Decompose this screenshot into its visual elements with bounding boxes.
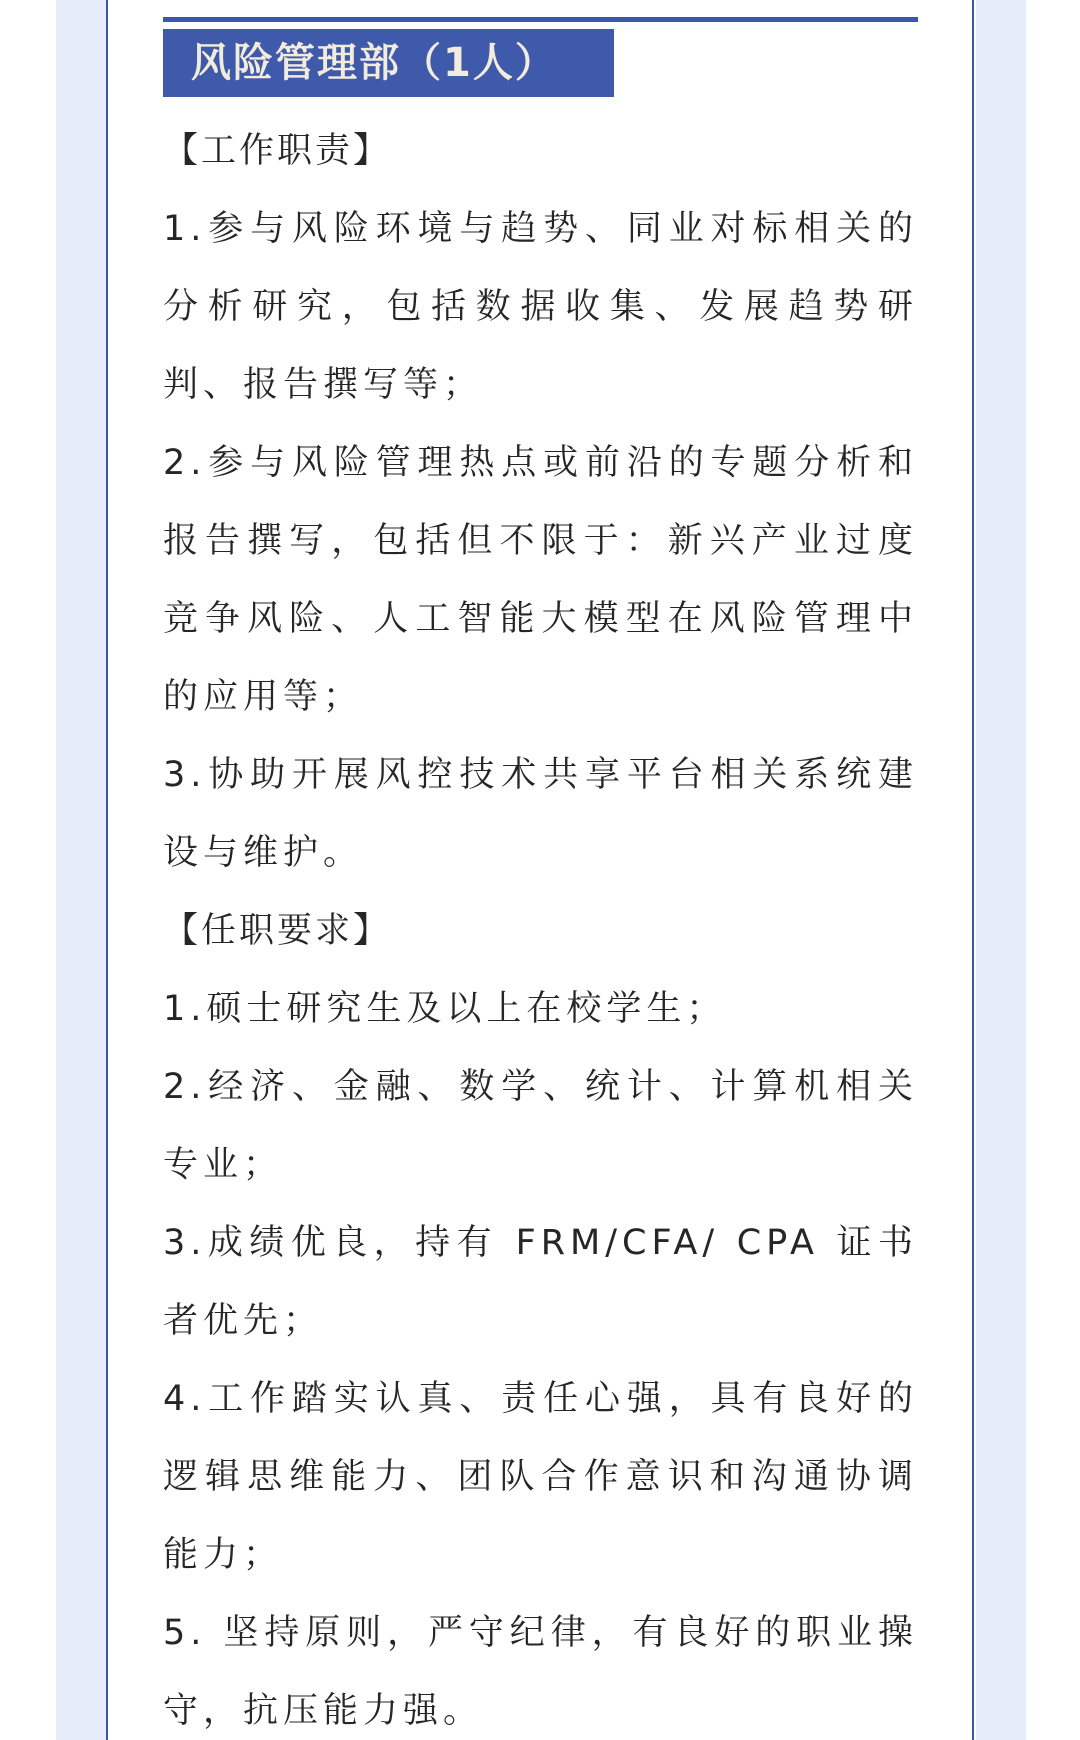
job-description — [163, 112, 918, 1740]
duty-item-1: 1.参与风险环境与趋势、同业对标相关的分析研究，包括数据收集、发展趋势研判、报告撰写等； — [163, 209, 918, 405]
right-side-band — [976, 0, 1026, 1740]
requirement-item-1: 1.硕士研究生及以上在校学生； — [163, 989, 727, 1029]
requirement-item-3: 3.成绩优良，持有 FRM/CFA/ CPA 证书者优先； — [163, 1223, 918, 1341]
section-title: 风险管理部（1人） — [163, 29, 614, 97]
left-side-band — [56, 0, 106, 1740]
duties-heading: 【工作职责】 — [163, 131, 392, 171]
duty-item-3: 3.协助开展风控技术共享平台相关系统建设与维护。 — [163, 755, 918, 873]
requirement-item-5: 5. 坚持原则，严守纪律，有良好的职业操守，抗压能力强。 — [163, 1613, 918, 1731]
requirements-heading: 【任职要求】 — [163, 911, 392, 951]
duty-item-2: 2.参与风险管理热点或前沿的专题分析和报告撰写，包括但不限于：新兴产业过度竞争风险、人工智能大模型在风险管理中的应用等； — [163, 443, 918, 717]
requirement-item-4: 4.工作踏实认真、责任心强，具有良好的逻辑思维能力、团队合作意识和沟通协调能力； — [163, 1379, 918, 1575]
requirement-item-2: 2.经济、金融、数学、统计、计算机相关专业； — [163, 1067, 918, 1185]
top-divider — [163, 17, 918, 22]
